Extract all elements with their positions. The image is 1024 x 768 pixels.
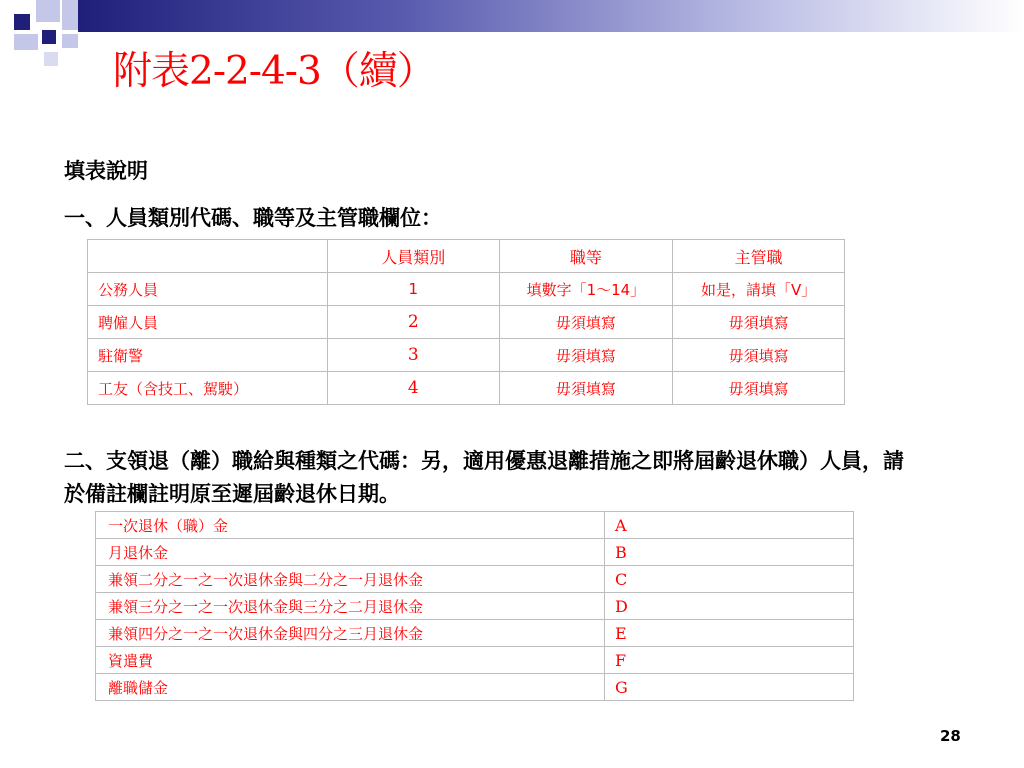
decor-square-navy-2 <box>42 30 56 44</box>
personnel-type-cell: 公務人員 <box>88 273 328 306</box>
payment-code-cell: G <box>605 674 854 701</box>
decor-square-lavender-2 <box>62 0 78 30</box>
section2-heading: 二、支領退（離）職給與種類之代碼：另，適用優惠退離措施之即將屆齡退休職）人員，請於備註欄註明原至遲屆齡退休日期。 <box>64 448 904 506</box>
decor-square-lavender-4 <box>62 34 78 48</box>
payment-type-cell: 兼領二分之一之一次退休金與二分之一月退休金 <box>96 566 605 593</box>
table-row <box>96 539 854 566</box>
category-code-cell: 2 <box>328 306 500 339</box>
payment-type-cell: 離職儲金 <box>96 674 605 701</box>
supervisor-cell: 毋須填寫 <box>673 306 845 339</box>
decor-square-lavender-3 <box>14 34 38 50</box>
table-row <box>88 339 845 372</box>
supervisor-cell: 如是，請填「V」 <box>673 273 845 306</box>
table-row <box>96 647 854 674</box>
payment-code-cell: C <box>605 566 854 593</box>
payment-type-cell: 資遣費 <box>96 647 605 674</box>
page-title: 附表2-2-4-3（續） <box>113 49 435 94</box>
table-header-cell-grade: 職等 <box>499 240 673 273</box>
supervisor-cell: 毋須填寫 <box>673 339 845 372</box>
decor-gradient-bar <box>78 0 1024 32</box>
grade-cell: 填數字「1～14」 <box>499 273 673 306</box>
table-header-row <box>88 240 845 273</box>
payment-type-cell: 一次退休（職）金 <box>96 512 605 539</box>
instructions-heading: 填表說明 <box>64 158 148 183</box>
table-header-cell-supervisor: 主管職 <box>673 240 845 273</box>
table-row <box>88 372 845 405</box>
payment-code-cell: F <box>605 647 854 674</box>
payment-code-cell: D <box>605 593 854 620</box>
personnel-type-cell: 工友（含技工、駕駛） <box>88 372 328 405</box>
personnel-type-cell: 聘僱人員 <box>88 306 328 339</box>
payment-type-cell: 月退休金 <box>96 539 605 566</box>
payment-code-cell: E <box>605 620 854 647</box>
section1-heading: 一、人員類別代碼、職等及主管職欄位： <box>64 205 442 230</box>
table-row <box>96 512 854 539</box>
table-row <box>88 273 845 306</box>
personnel-code-table <box>87 239 845 405</box>
table-row <box>88 306 845 339</box>
table-header-cell-category: 人員類別 <box>328 240 500 273</box>
decor-square-lavender-1 <box>36 0 60 22</box>
table-header-cell-blank <box>88 240 328 273</box>
page-number: 28 <box>940 727 961 745</box>
decor-square-navy-1 <box>14 14 30 30</box>
payment-code-cell: B <box>605 539 854 566</box>
grade-cell: 毋須填寫 <box>499 306 673 339</box>
table-row <box>96 674 854 701</box>
table-row <box>96 593 854 620</box>
payment-type-cell: 兼領三分之一之一次退休金與三分之二月退休金 <box>96 593 605 620</box>
decor-square-lavender-5 <box>44 52 58 66</box>
retirement-code-table <box>95 511 854 701</box>
grade-cell: 毋須填寫 <box>499 339 673 372</box>
category-code-cell: 4 <box>328 372 500 405</box>
payment-code-cell: A <box>605 512 854 539</box>
supervisor-cell: 毋須填寫 <box>673 372 845 405</box>
table-row <box>96 566 854 593</box>
payment-type-cell: 兼領四分之一之一次退休金與四分之三月退休金 <box>96 620 605 647</box>
category-code-cell: 3 <box>328 339 500 372</box>
table-row <box>96 620 854 647</box>
personnel-type-cell: 駐衛警 <box>88 339 328 372</box>
category-code-cell: 1 <box>328 273 500 306</box>
grade-cell: 毋須填寫 <box>499 372 673 405</box>
